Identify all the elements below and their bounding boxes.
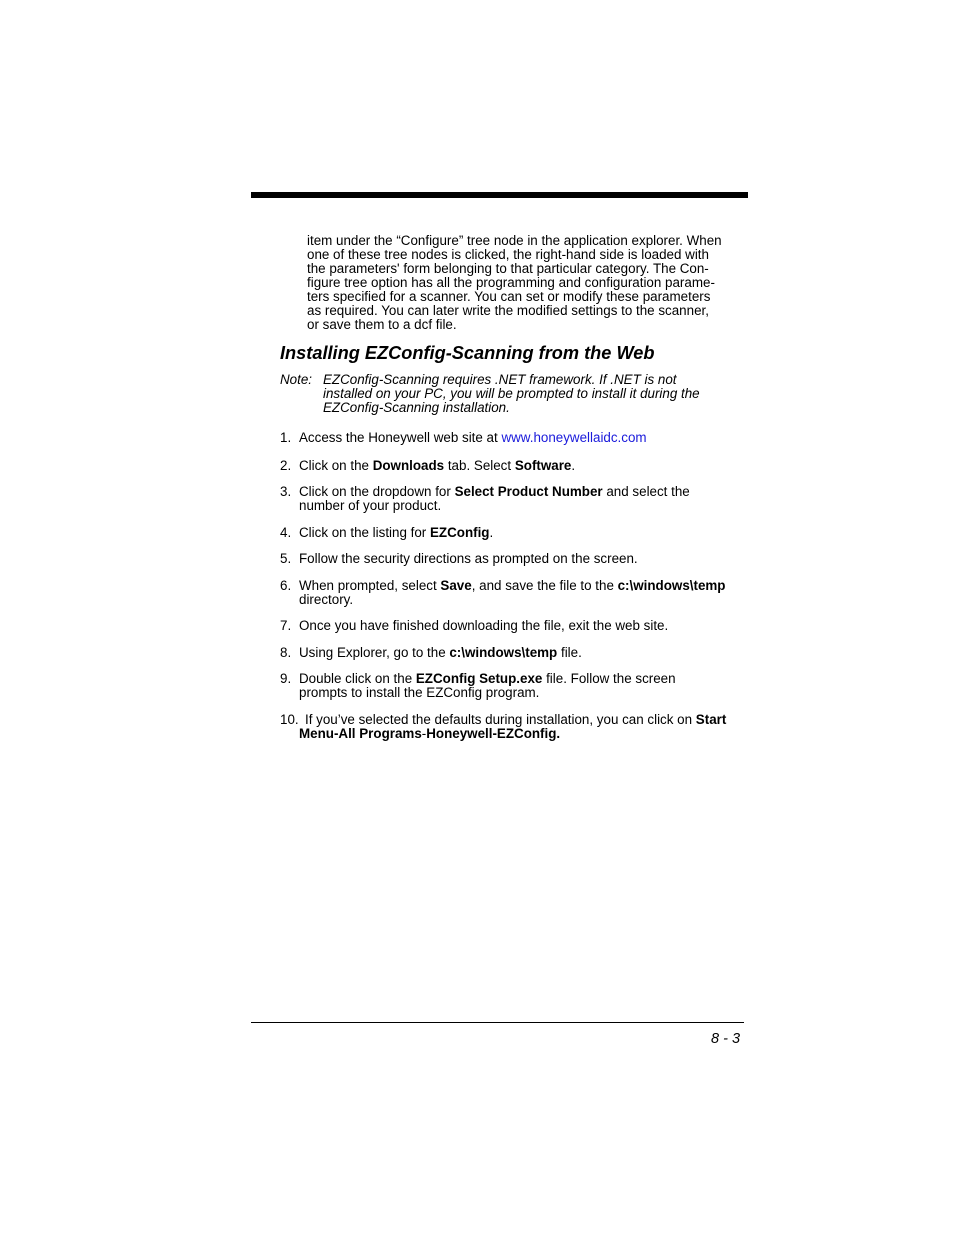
step-number: 6. — [280, 578, 292, 593]
step-text-part: - — [421, 726, 427, 741]
step-line — [305, 713, 726, 727]
intro-line: or save them to a dcf file. — [307, 317, 457, 332]
step-number: 10. — [280, 712, 299, 727]
honeywell-site-link[interactable]: www.honeywellaidc.com — [501, 430, 647, 445]
intro-line: figure tree option has all the programming and configuration parame- — [307, 275, 715, 290]
step-text-part: . — [571, 458, 576, 473]
step-line: number of your product. — [299, 498, 442, 513]
note-line: installed on your PC, you will be prompted to install it during the — [323, 386, 700, 401]
intro-line: ters specified for a scanner. You can set or modify these parameters — [307, 289, 711, 304]
intro-line: one of these tree nodes is clicked, the right-hand side is loaded with — [307, 247, 709, 262]
intro-line: as required. You can later write the modified settings to the scanner, — [307, 303, 709, 318]
note-line: EZConfig-Scanning installation. — [323, 400, 510, 415]
section-heading: Installing EZConfig-Scanning from the Web — [280, 343, 655, 363]
step-number: 7. — [280, 618, 292, 633]
select-product-number-ref: Select Product Number — [454, 484, 603, 499]
all-programs-ref: Menu-All Programs — [299, 726, 422, 741]
header-rule — [251, 192, 748, 198]
note-label: Note: — [280, 372, 313, 387]
step-number: 9. — [280, 671, 292, 686]
step-line — [299, 727, 726, 741]
step-number: 2. — [280, 458, 292, 473]
step-text-part: Click on the listing for — [299, 525, 430, 540]
step-text — [299, 485, 690, 513]
step-text-part: Using Explorer, go to the — [299, 645, 450, 660]
intro-line: item under the “Configure” tree node in the application explorer. When — [307, 233, 722, 248]
step-line: directory. — [299, 592, 354, 607]
step-number: 5. — [280, 551, 292, 566]
step-text-part: and select the — [602, 484, 690, 499]
step-text-part: tab. Select — [444, 458, 515, 473]
step-text — [299, 579, 726, 607]
honeywell-ezconfig-ref: Honeywell-EZConfig. — [426, 726, 561, 741]
intro-paragraph — [307, 234, 747, 332]
step-number: 8. — [280, 645, 292, 660]
step-line — [299, 579, 726, 593]
step-number: 3. — [280, 484, 292, 499]
footer-rule — [251, 1022, 744, 1023]
note-body — [323, 373, 700, 415]
step-text-part: If you’ve selected the defaults during installation, you can click on — [305, 712, 696, 727]
step-text-part: . — [489, 525, 494, 540]
step-text-part: Click on the dropdown for — [299, 484, 455, 499]
step-text: Once you have finished downloading the file, exit the web site. — [299, 618, 669, 633]
setup-exe-ref: EZConfig Setup.exe — [415, 671, 543, 686]
step-text — [299, 459, 575, 473]
step-line — [299, 672, 676, 686]
intro-line: the parameters' form belonging to that particular category. The Con- — [307, 261, 709, 276]
note-line: EZConfig-Scanning requires .NET framework. If .NET is not — [323, 372, 677, 387]
step-number: 1. — [280, 430, 292, 445]
step-text-part: file. — [557, 645, 582, 660]
step-text-part: When prompted, select — [299, 578, 441, 593]
step-text — [299, 672, 676, 700]
ezconfig-ref: EZConfig — [429, 525, 490, 540]
downloads-tab-ref: Downloads — [372, 458, 445, 473]
step-text — [299, 712, 727, 741]
step-number: 4. — [280, 525, 292, 540]
step-text-part: Double click on the — [299, 671, 416, 686]
step-text — [299, 646, 582, 660]
step-text-part: , and save the file to the — [471, 578, 618, 593]
step-text-part: file. Follow the screen — [542, 671, 676, 686]
software-ref: Software — [514, 458, 572, 473]
temp-dir-ref: c:\windows\temp — [449, 645, 558, 660]
step-line: prompts to install the EZConfig program. — [299, 685, 540, 700]
step-line — [299, 485, 690, 499]
start-ref: Start — [695, 712, 727, 727]
step-text-part: Access the Honeywell web site at — [299, 430, 502, 445]
page-number: 8 - 3 — [711, 1031, 741, 1047]
step-text — [299, 526, 493, 540]
save-ref: Save — [440, 578, 472, 593]
step-text — [299, 431, 647, 445]
temp-dir-ref: c:\windows\temp — [617, 578, 726, 593]
step-text-part: Click on the — [299, 458, 373, 473]
step-text: Follow the security directions as prompted on the screen. — [299, 551, 638, 566]
